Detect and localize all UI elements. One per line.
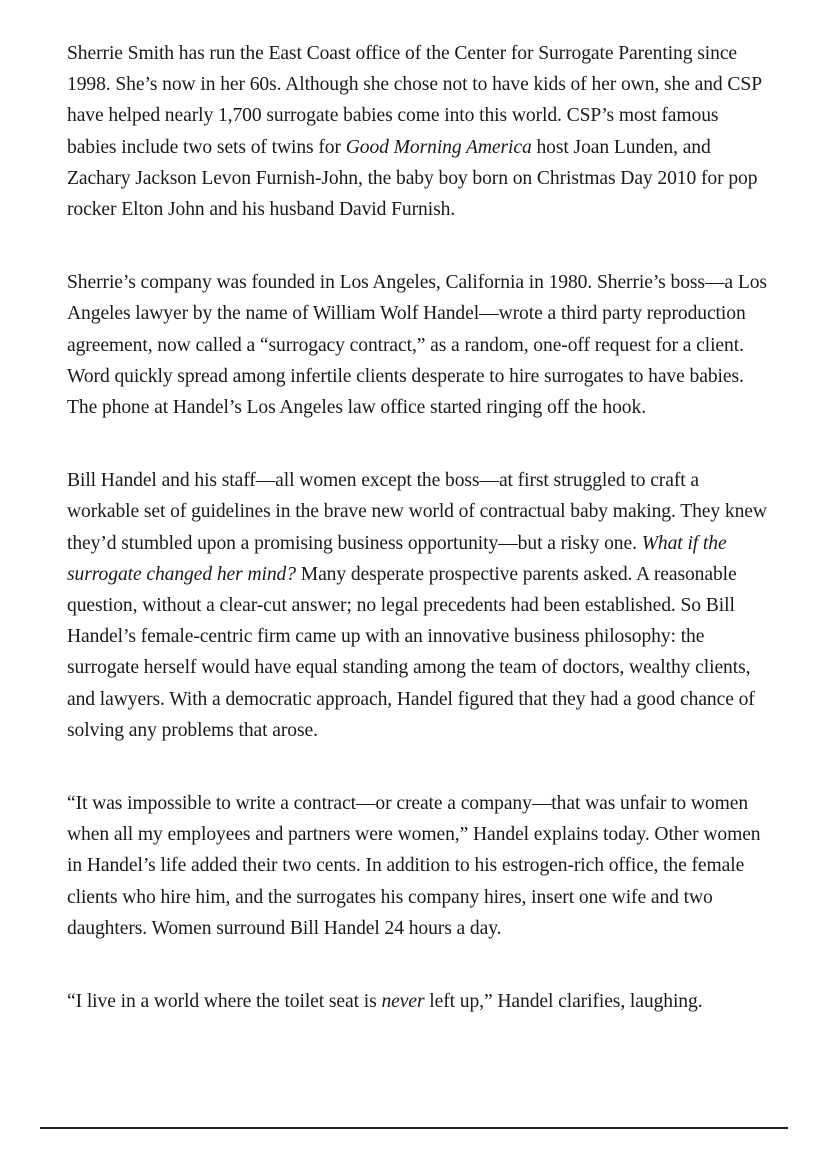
paragraph-5 [67,986,767,1017]
paragraph-4 [67,788,767,944]
footer-divider [40,1127,788,1129]
paragraph-text: left up,” Handel clarifies, laughing. [424,991,703,1013]
paragraph-text: Bill Handel and his staff—all women except the boss—at first struggled to craft a workable set of guidelines in the brave new world of contractual baby making. They knew they’d stumbled upon a promising business opportunity—but a risky one. [67,470,767,554]
emphasis-italic: never [381,991,425,1013]
paragraph-text: Many desperate prospective parents asked. A reasonable question, without a clear-cut answer; no legal precedents had been established. So Bill Handel’s female-centric firm came up with an innovative business philosophy: the surrogate herself would have equal standing among the team of doctors, wealthy clients, and lawyers. With a democratic approach, Handel figured that they had a good chance of solving any problems that arose. [67,563,755,741]
show-title-italic: Good Morning America [345,136,532,158]
paragraph-text: Sherrie’s company was founded in Los Angeles, California in 1980. Sherrie’s boss—a Los Angeles lawyer by the name of William Wolf Handel—wrote a third party reproduction agreement, now called a “surrogacy contract,” as a random, one-off request for a client. Word quickly spread among infertile clients desperate to hire surrogates to have babies. The phone at Handel’s Los Angeles law office started ringing off the hook. [67,272,767,419]
paragraph-text: “I live in a world where the toilet seat is [67,991,382,1013]
document-body [67,38,767,1017]
paragraph-2 [67,267,767,423]
paragraph-text: host Joan Lunden, and Zachary Jackson Levon Furnish-John, the baby boy born on Christmas Day 2010 for pop rocker Elton John and his husband David Furnish. [67,136,758,221]
paragraph-3 [67,465,767,746]
paragraph-1 [67,38,767,225]
paragraph-text: Sherrie Smith has run the East Coast office of the Center for Surrogate Parenting since 1998. She’s now in her 60s. Although she chose not to have kids of her own, she and CSP have helped nearly 1,700 surrogate babies come into this world. CSP’s most famous babies include two sets of twins for [67,43,762,158]
question-italic: What if the surrogate changed her mind? [67,532,727,585]
paragraph-text: “It was impossible to write a contract—or create a company—that was unfair to women when all my employees and partners were women,” Handel explains today. Other women in Handel’s life added their two cents. In addition to his estrogen-rich office, the female clients who hire him, and the surrogates his company hires, insert one wife and two daughters. Women surround Bill Handel 24 hours a day. [67,793,761,939]
